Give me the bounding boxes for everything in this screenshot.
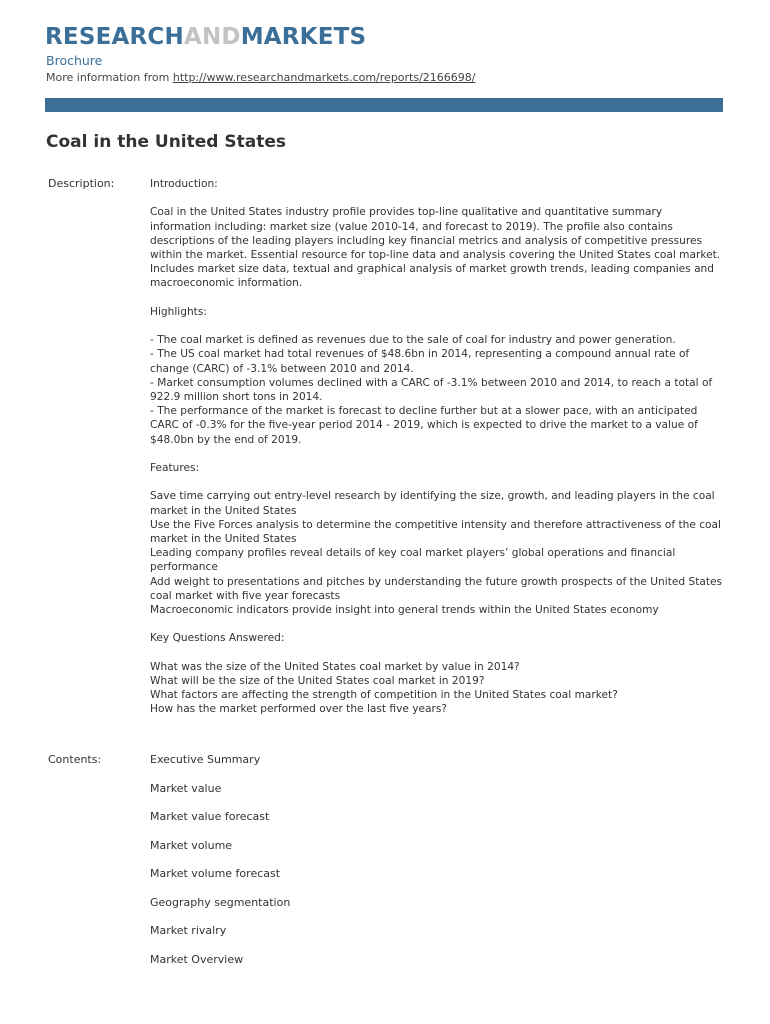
description-section <box>150 177 725 731</box>
questions-heading: Key Questions Answered: <box>150 632 285 645</box>
feature-item: Save time carrying out entry-level research by identifying the size, growth, and leading players in the coal market in the United States <box>150 490 715 517</box>
question-item: What factors are affecting the strength of competition in the United States coal market? <box>150 689 618 702</box>
page-title: Coal in the United States <box>46 132 286 152</box>
contents-item: Market value forecast <box>150 810 270 823</box>
report-link[interactable]: http://www.researchandmarkets.com/reports/2166698/ <box>172 71 476 84</box>
question-item: What will be the size of the United States coal market in 2019? <box>150 675 485 687</box>
header-divider-bar <box>45 98 723 112</box>
contents-item: Market volume forecast <box>150 867 281 880</box>
description-label: Description: <box>48 177 115 190</box>
contents-item: Market rivalry <box>150 924 227 937</box>
contents-item: Market Overview <box>150 952 244 966</box>
contents-item: Geography segmentation <box>150 895 291 909</box>
features-heading: Features: <box>150 462 200 474</box>
feature-item: Add weight to presentations and pitches by understanding the future growth prospects of the United States coal market with five year forecasts <box>150 575 723 602</box>
highlight-item: - Market consumption volumes declined with a CARC of -3.1% between 2010 and 2014, to reach a total of 922.9 million short tons in 2014. <box>150 376 713 403</box>
highlight-item: - The performance of the market is forecast to decline further but at a slower pace, with an anticipated CARC of -0.3% for the five-year period 2014 - 2019, which is expected to drive the market to a value of $48.0bn by the end of 2019. <box>150 405 698 446</box>
logo-part-and: AND <box>183 24 241 50</box>
highlight-item: - The coal market is defined as revenues due to the sale of coal for industry and power generation. <box>150 334 676 347</box>
contents-item: Executive Summary <box>150 753 261 766</box>
contents-label: Contents: <box>48 753 102 766</box>
contents-item: Market value <box>150 781 222 795</box>
question-item: How has the market performed over the last five years? <box>150 703 448 716</box>
highlights-heading: Highlights: <box>150 305 207 318</box>
question-item: What was the size of the United States coal market by value in 2014? <box>150 660 520 673</box>
feature-item: Macroeconomic indicators provide insight into general trends within the United States economy <box>150 604 659 617</box>
introduction-text: Coal in the United States industry profile provides top-line qualitative and quantitative summary information including: market size (value 2010-14, and forecast to 2019). The profile also contains descriptions of the leading players including key financial metrics and analysis of competitive pressures within the market. Essential resource for top-line data and analysis covering the United States coal market. Includes market size data, textual and graphical analysis of market growth trends, leading companies and macroeconomic information. <box>150 206 721 290</box>
introduction-heading: Introduction: <box>150 178 218 190</box>
contents-list <box>150 753 725 981</box>
highlight-item: - The US coal market had total revenues of $48.6bn in 2014, representing a compound annual rate of change (CARC) of -3.1% between 2010 and 2014. <box>150 348 690 375</box>
more-info-line <box>46 70 476 85</box>
highlights-list <box>150 333 725 447</box>
logo-part-markets: MARKETS <box>240 24 367 50</box>
more-info-prefix: More information from <box>46 71 173 84</box>
contents-item: Market volume <box>150 838 233 852</box>
researchandmarkets-logo <box>45 22 366 52</box>
feature-item: Leading company profiles reveal details of key coal market players’ global operations and financial performance <box>150 547 676 574</box>
feature-item: Use the Five Forces analysis to determine the competitive intensity and therefore attractiveness of the coal market in the United States <box>150 518 721 545</box>
logo-part-research: RESEARCH <box>45 24 184 50</box>
features-list <box>150 489 725 617</box>
questions-list <box>150 660 725 717</box>
brochure-label: Brochure <box>46 53 103 68</box>
